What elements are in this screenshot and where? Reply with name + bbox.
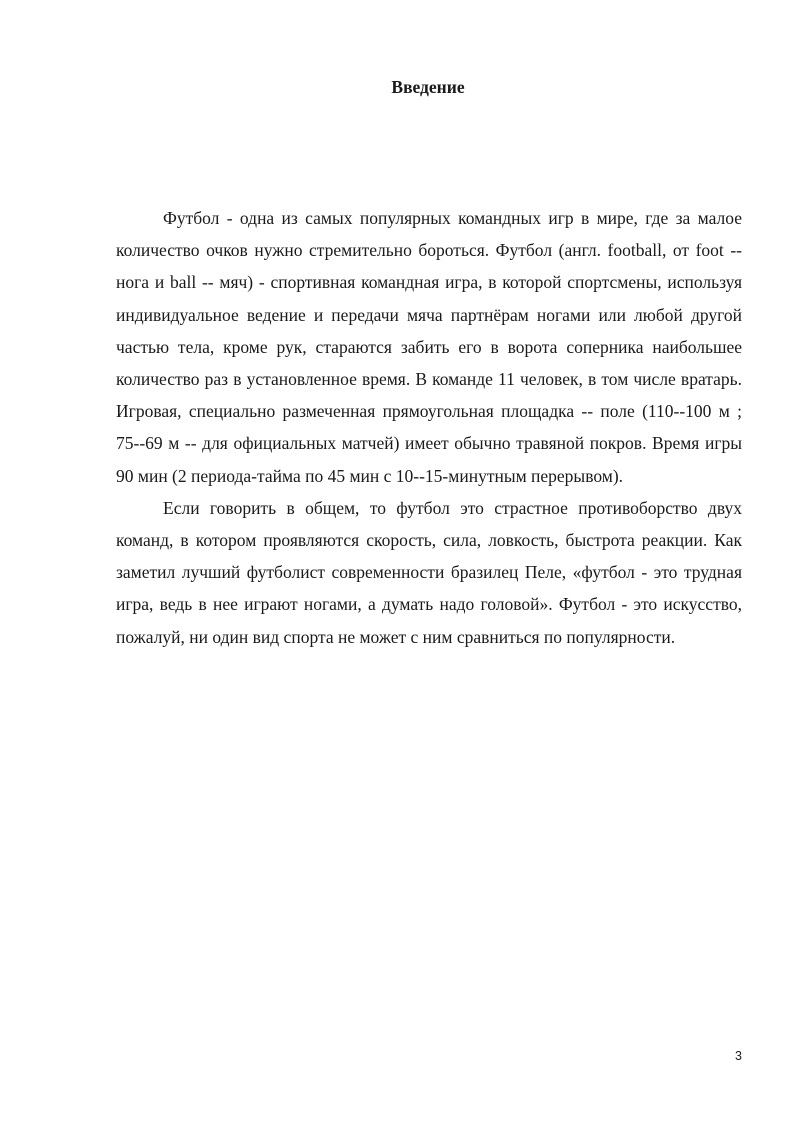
paragraph-general: Если говорить в общем, то футбол это страстное противоборство двух команд, в котором проявляются скорость, сила, ловкость, быстрота реакции. Как заметил лучший футболист современности бразилец Пеле, «футбол - это трудная игра, ведь в нее играют ногами, а думать надо головой». Футбол - это искусство, пожалуй, ни один вид спорта не может с ним сравниться по популярности. (116, 497, 742, 647)
paragraph-intro: Футбол - одна из самых популярных командных игр в мире, где за малое количество очков нужно стремительно бороться. Футбол (англ. football, от foot -- нога и ball -- мяч) - спортивная командная игра, в которой спортсмены, используя индивидуальное ведение и передачи мяча партнёрам ногами или любой другой частью тела, кроме рук, стараются забить его в ворота соперника наибольшее количество раз в установленное время. В команде 11 человек, в том числе вратарь. Игровая, специально размеченная прямоугольная площадка -- поле (110--100 м ; 75--69 м -- для официальных матчей) имеет обычно травяной покров. Время игры 90 мин (2 периода-тайма по 45 мин с 10--15-минутным перерывом). (116, 208, 742, 486)
page-number: 3 (735, 1049, 742, 1063)
document-body (116, 202, 742, 653)
page-title: Введение (391, 77, 465, 97)
